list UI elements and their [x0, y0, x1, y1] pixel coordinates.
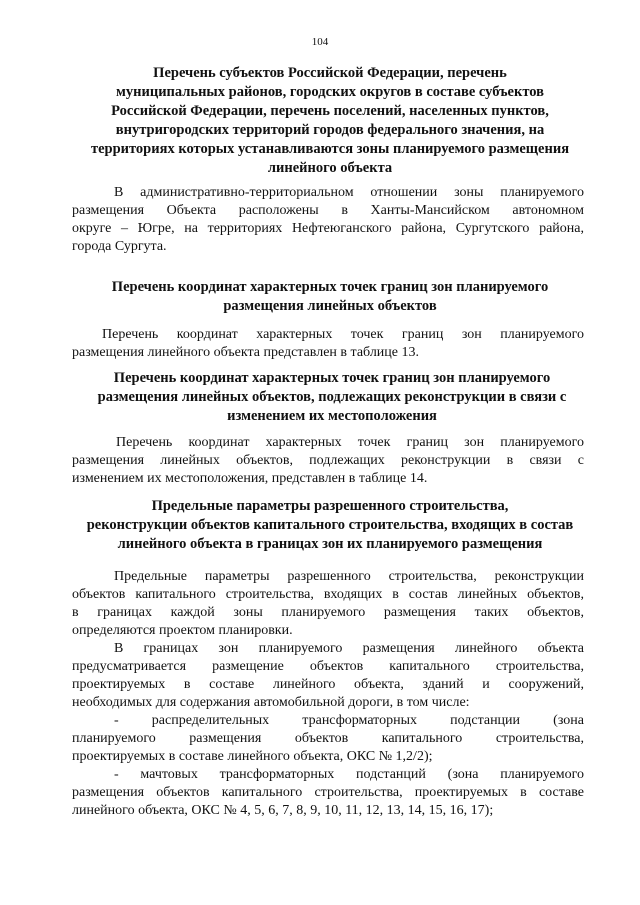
text-line: изменением их местоположения, представлен в таблице 14. [72, 471, 428, 486]
heading-line: размещения линейных объектов [223, 298, 437, 314]
heading-limit-parameters [62, 497, 598, 554]
heading-coordinates-reconstruction [74, 369, 590, 426]
text-line: В границах зон планируемого размещения линейного объекта [114, 641, 584, 656]
heading-line: Перечень координат характерных точек границ зон планируемого [113, 370, 551, 386]
text-line: линейного объекта, ОКС № 4, 5, 6, 7, 8, 9, 10, 11, 12, 13, 14, 15, 16, 17); [72, 803, 494, 818]
text-line: определяются проектом планировки. [72, 623, 293, 638]
heading-line: изменением их местоположения [227, 408, 437, 424]
text-line: размещения Объекта расположены в Ханты-Мансийском автономном [72, 203, 584, 218]
heading-line: территориях которых устанавливаются зоны планируемого размещения [90, 141, 570, 157]
text-line: размещения линейных объектов, подлежащих реконструкции в связи с [72, 453, 584, 468]
text-line: планируемого размещения объектов капитального строительства, [72, 731, 584, 746]
text-line: размещения линейного объекта представлен в таблице 13. [72, 345, 419, 360]
text-line: проектируемых в составе линейного объекта, зданий и сооружений, [72, 677, 584, 692]
text-line: необходимых для содержания автомобильной дороги, в том числе: [72, 695, 470, 710]
heading-line: внутригородских территорий городов федерального значения, на [115, 122, 545, 138]
text-line: округе – Югре, на территориях Нефтеюганского района, Сургутского района, [72, 221, 584, 236]
paragraph-table-14 [72, 434, 584, 488]
text-line: размещения объектов капитального строительства, проектируемых в составе [72, 785, 584, 800]
paragraph-table-13 [72, 326, 584, 362]
text-line: Предельные параметры разрешенного строительства, реконструкции [114, 569, 584, 584]
heading-line: линейного объекта [267, 160, 393, 176]
text-line: в границах каждой зоны планируемого размещения таких объектов, [72, 605, 584, 620]
page-number: 104 [311, 36, 329, 48]
text-line: В административно-территориальном отношении зоны планируемого [114, 185, 584, 200]
heading-line: Предельные параметры разрешенного строительства, [151, 498, 509, 514]
heading-line: Перечень субъектов Российской Федерации, перечень [153, 65, 507, 81]
text-line: Перечень координат характерных точек границ зон планируемого [102, 327, 584, 342]
heading-coordinates-placement [90, 278, 570, 316]
list-item: - распределительных трансформаторных подстанции (зона [114, 713, 584, 728]
paragraph-territory [72, 184, 584, 256]
heading-line: Российской Федерации, перечень поселений, населенных пунктов, [111, 103, 549, 119]
heading-line: реконструкции объектов капитального строительства, входящих в состав [86, 517, 574, 533]
heading-line: линейного объекта в границах зон их планируемого размещения [117, 536, 543, 552]
list-item: - мачтовых трансформаторных подстанций (зона планируемого [114, 767, 584, 782]
heading-subjects-list [60, 64, 600, 178]
heading-line: Перечень координат характерных точек границ зон планируемого [111, 279, 549, 295]
heading-line: размещения линейных объектов, подлежащих реконструкции в связи с [97, 389, 567, 405]
text-line: города Сургута. [72, 239, 167, 254]
heading-line: муниципальных районов, городских округов в составе субъектов [116, 84, 544, 100]
text-line: проектируемых в составе линейного объекта, ОКС № 1,2/2); [72, 749, 433, 764]
text-line: предусматривается размещение объектов капитального строительства, [72, 659, 584, 674]
text-line: Перечень координат характерных точек границ зон планируемого [116, 435, 584, 450]
text-line: объектов капитального строительства, входящих в состав линейных объектов, [72, 587, 584, 602]
paragraph-limit-parameters [72, 568, 584, 820]
